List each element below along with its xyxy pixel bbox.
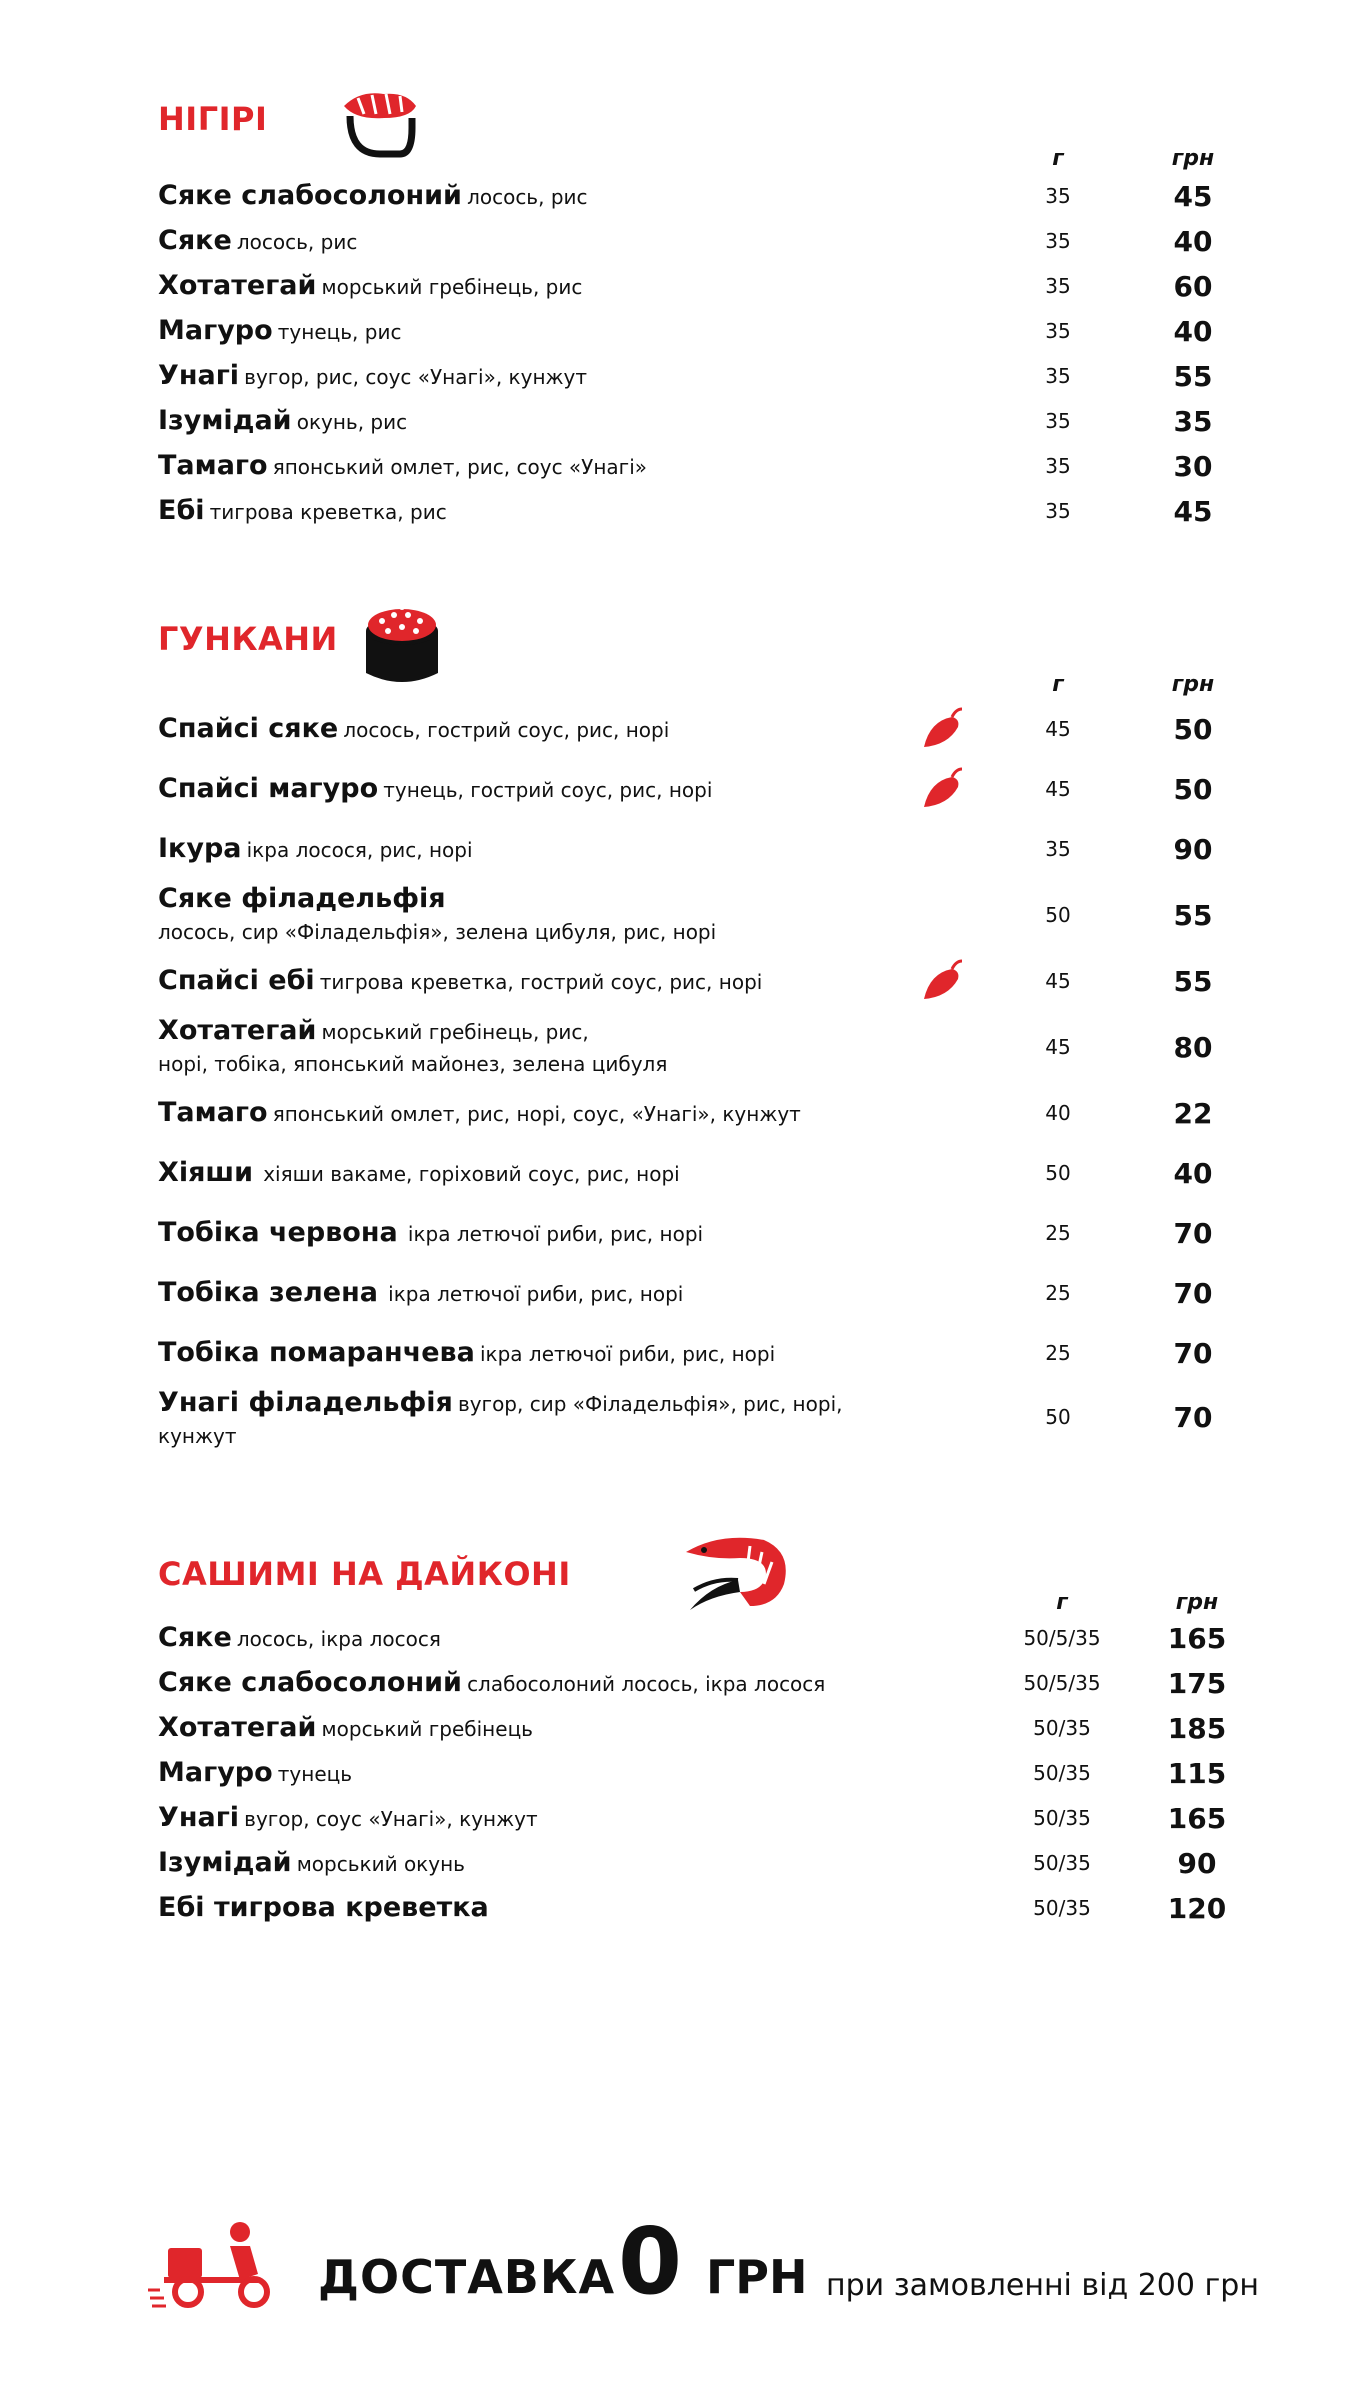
chili-pepper-icon [920,957,966,1005]
chili-pepper-icon [920,705,966,753]
item-name: Тобіка помаранчева [158,1337,475,1368]
price-column-header: грн [1171,672,1215,697]
item-price: 45 [1173,180,1213,213]
item-description: ікра летючої риби, рис, норі [388,1282,684,1306]
item-weight: 45 [1045,717,1071,741]
item-price: 115 [1167,1757,1227,1790]
section-title-gunkan: ГУНКАНИ [158,620,338,658]
item-description: лосось, ікра лосося [236,1627,441,1651]
item-weight: 35 [1045,184,1071,208]
item-price: 50 [1173,713,1213,746]
item-price: 185 [1167,1712,1227,1745]
item-weight: 35 [1045,364,1071,388]
item-weight: 50 [1045,1161,1071,1185]
item-price: 120 [1167,1892,1227,1925]
item-weight: 45 [1045,969,1071,993]
item-description: ікра летючої риби, рис, норі [479,1342,776,1366]
item-price: 35 [1173,405,1213,438]
item-price: 165 [1167,1802,1227,1835]
item-description: морський гребінець, рис, [321,1020,589,1044]
item-price: 55 [1173,965,1213,998]
item-weight: 35 [1045,229,1071,253]
item-weight: 35 [1045,409,1071,433]
item-description: хіяши вакаме, горіховий соус, рис, норі [263,1162,680,1186]
item-weight: 25 [1045,1281,1071,1305]
item-name: Хотатегай [158,1015,317,1046]
item-price: 70 [1173,1217,1213,1250]
item-price: 90 [1173,833,1213,866]
item-description: ікра лосося, рис, норі [246,838,473,862]
weight-column-header: г [1056,1590,1068,1615]
item-price: 80 [1173,1031,1213,1064]
item-name: Сяке слабосолоний [158,1667,462,1698]
item-weight: 40 [1045,1101,1071,1125]
item-name: Тамаго [158,450,268,481]
item-name: Ебі тигрова креветка [158,1892,489,1923]
item-name: Магуро [158,315,273,346]
item-description: тунець [277,1762,353,1786]
item-name: Унагі [158,360,240,391]
item-description: тигрова креветка, гострий соус, рис, норі [319,970,763,994]
item-weight: 50 [1045,903,1071,927]
price-column-header: грн [1171,146,1215,171]
item-name: Магуро [158,1757,273,1788]
weight-column-header: г [1052,146,1064,171]
item-price: 40 [1173,315,1213,348]
item-weight: 50/35 [1033,1761,1091,1785]
item-name: Тамаго [158,1097,268,1128]
item-description: лосось, рис [236,230,358,254]
item-name: Ебі [158,495,205,526]
item-price: 45 [1173,495,1213,528]
shrimp-icon [680,1530,796,1616]
item-description-line2: норі, тобіка, японський майонез, зелена цибуля [158,1052,668,1076]
item-name: Сяке [158,225,232,256]
item-price: 70 [1173,1401,1213,1434]
item-weight: 50/35 [1033,1851,1091,1875]
item-name: Ізумідай [158,1847,292,1878]
item-weight: 25 [1045,1221,1071,1245]
price-column-header: грн [1175,1590,1219,1615]
item-weight: 25 [1045,1341,1071,1365]
item-name: Унагі [158,1802,240,1833]
item-name: Сяке філадельфія [158,883,446,914]
item-weight: 50/5/35 [1023,1671,1101,1695]
item-description: вугор, рис, соус «Унагі», кунжут [244,365,588,389]
item-weight: 50/35 [1033,1716,1091,1740]
item-price: 90 [1177,1847,1217,1880]
item-description: японський омлет, рис, норі, соус, «Унагі», кунжут [272,1102,801,1126]
item-weight: 35 [1045,454,1071,478]
weight-column-header: г [1052,672,1064,697]
item-description: лосось, сир «Філадельфія», зелена цибуля, рис, норі [158,920,717,944]
item-weight: 50/35 [1033,1806,1091,1830]
item-name: Ікура [158,833,242,864]
item-description: тунець, рис [277,320,402,344]
item-description: вугор, сир «Філадельфія», рис, норі, [457,1392,843,1416]
delivery-price-amount: 0 [618,2208,683,2315]
item-weight: 35 [1045,837,1071,861]
item-description: морський гребінець [321,1717,533,1741]
item-name: Спайсі ебі [158,965,315,996]
item-name: Хотатегай [158,1712,317,1743]
item-description: японський омлет, рис, соус «Унагі» [272,455,647,479]
item-name: Сяке [158,1622,232,1653]
item-price: 70 [1173,1277,1213,1310]
item-name: Спайсі сяке [158,713,339,744]
item-price: 30 [1173,450,1213,483]
nigiri-icon [340,88,420,160]
item-price: 55 [1173,899,1213,932]
item-price: 70 [1173,1337,1213,1370]
item-description: лосось, гострий соус, рис, норі [343,718,670,742]
item-price: 50 [1173,773,1213,806]
item-name: Тобіка червона [158,1217,398,1248]
item-name: Спайсі магуро [158,773,379,804]
gunkan-icon [362,595,442,687]
item-price: 55 [1173,360,1213,393]
item-price: 175 [1167,1667,1227,1700]
item-description: слабосолоний лосось, ікра лосося [467,1672,826,1696]
item-weight: 35 [1045,274,1071,298]
delivery-label: ДОСТАВКА [318,2250,616,2304]
item-price: 40 [1173,1157,1213,1190]
item-weight: 50/35 [1033,1896,1091,1920]
item-price: 60 [1173,270,1213,303]
item-name: Тобіка зелена [158,1277,378,1308]
item-description: ікра летючої риби, рис, норі [407,1222,704,1246]
item-description-line2: кунжут [158,1424,237,1448]
item-description: морський гребінець, рис [321,275,583,299]
delivery-scooter-icon [146,2218,278,2310]
item-description: морський окунь [296,1852,465,1876]
item-description: тунець, гострий соус, рис, норі [383,778,713,802]
item-description: вугор, соус «Унагі», кунжут [244,1807,538,1831]
item-description: тигрова креветка, рис [209,500,447,524]
item-price: 22 [1173,1097,1213,1130]
item-name: Хіяши [158,1157,254,1188]
item-description: окунь, рис [296,410,408,434]
chili-pepper-icon [920,765,966,813]
item-price: 40 [1173,225,1213,258]
item-name: Ізумідай [158,405,292,436]
item-weight: 45 [1045,1035,1071,1059]
item-price: 165 [1167,1622,1227,1655]
delivery-condition: при замовленні від 200 грн [826,2268,1259,2303]
item-name: Хотатегай [158,270,317,301]
item-weight: 35 [1045,499,1071,523]
delivery-currency: ГРН [706,2250,808,2304]
item-name: Унагі філадельфія [158,1387,453,1418]
section-title-nigiri: НІГІРІ [158,100,268,138]
item-weight: 50 [1045,1405,1071,1429]
item-description: лосось, рис [467,185,588,209]
item-weight: 50/5/35 [1023,1626,1101,1650]
item-weight: 35 [1045,319,1071,343]
item-name: Сяке слабосолоний [158,180,462,211]
item-weight: 45 [1045,777,1071,801]
section-title-sashimi: САШИМІ НА ДАЙКОНІ [158,1555,571,1593]
